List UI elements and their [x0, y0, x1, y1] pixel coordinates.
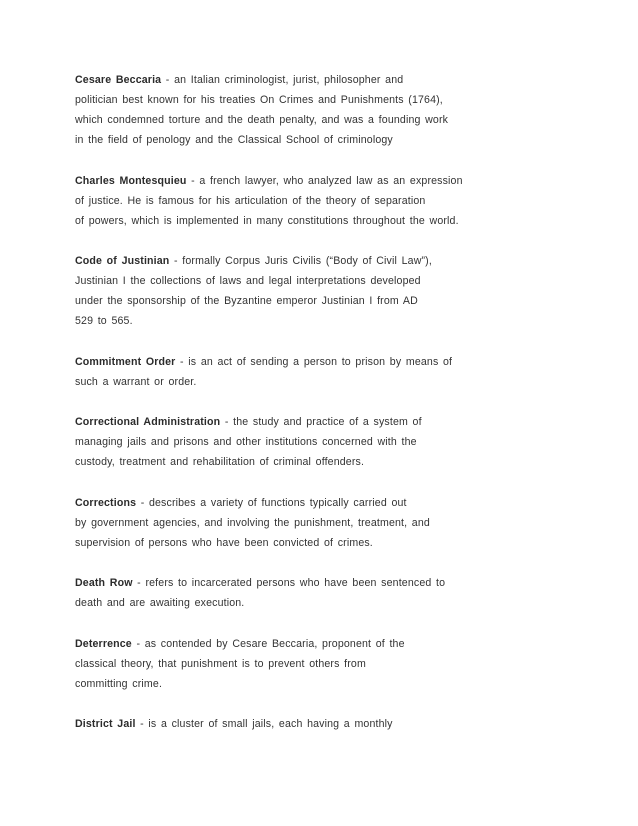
entry-definition-start: - formally Corpus Juris Civilis (“Body of Civil Law”), — [169, 255, 432, 267]
glossary-entry-commitment-order — [75, 352, 595, 392]
entry-first-line — [75, 171, 595, 191]
entry-definition-start: - is an act of sending a person to prison by means of — [175, 355, 453, 368]
entry-term: Death Row — [75, 577, 133, 589]
entry-line: custody, treatment and rehabilitation of criminal offenders. — [75, 456, 365, 468]
entry-line: death and are awaiting execution. — [75, 597, 245, 609]
entry-line: Justinian I the collections of laws and legal interpretations developed — [75, 275, 421, 287]
entry-line: of justice. He is famous for his articulation of the theory of separation — [75, 194, 426, 207]
entry-first-line — [75, 493, 595, 513]
entry-line: committing crime. — [75, 677, 163, 690]
entry-definition-start: - as contended by Cesare Beccaria, proponent of the — [131, 637, 405, 650]
entry-first-line — [75, 70, 595, 90]
glossary-entry-correctional-administration — [75, 412, 595, 472]
entry-term: Charles Montesquieu — [75, 174, 187, 187]
document-page — [75, 70, 595, 755]
entry-definition-start: - refers to incarcerated persons who have been sentenced to — [132, 577, 446, 589]
entry-line: classical theory, that punishment is to prevent others from — [75, 657, 366, 670]
glossary-entry-code-of-justinian — [75, 251, 595, 331]
entry-line: by government agencies, and involving the punishment, treatment, and — [75, 516, 430, 529]
glossary-entry-corrections — [75, 493, 595, 553]
entry-line: supervision of persons who have been convicted of crimes. — [75, 536, 373, 549]
glossary-entry-district-jail — [75, 714, 595, 734]
glossary-entry-charles-montesquieu — [75, 171, 595, 231]
entry-definition-start: - an Italian criminologist, jurist, philosopher and — [161, 74, 404, 86]
entry-line: such a warrant or order. — [75, 375, 197, 388]
entry-line: politician best known for his treaties On Crimes and Punishments (1764), — [75, 94, 443, 106]
entry-term: Code of Justinian — [75, 255, 170, 267]
entry-line: under the sponsorship of the Byzantine emperor Justinian I from AD — [75, 295, 418, 307]
entry-definition-start: - is a cluster of small jails, each having a monthly — [135, 718, 393, 730]
entry-first-line — [75, 714, 595, 734]
entry-term: Corrections — [75, 496, 137, 509]
entry-line: of powers, which is implemented in many constitutions throughout the world. — [75, 214, 459, 227]
entry-term: Correctional Administration — [75, 416, 221, 428]
glossary-entry-cesare-beccaria — [75, 70, 595, 150]
entry-line: managing jails and prisons and other institutions concerned with the — [75, 436, 417, 448]
entry-term: Deterrence — [75, 637, 132, 650]
entry-definition-start: - describes a variety of functions typically carried out — [136, 496, 407, 509]
entry-first-line — [75, 352, 595, 372]
entry-term: Commitment Order — [75, 355, 176, 368]
entry-term: District Jail — [75, 718, 136, 730]
entry-first-line — [75, 634, 595, 654]
entry-definition-start: - the study and practice of a system of — [220, 416, 422, 428]
entry-line: which condemned torture and the death penalty, and was a founding work — [75, 114, 449, 126]
entry-line: 529 to 565. — [75, 315, 133, 327]
glossary-entry-death-row — [75, 573, 595, 613]
entry-first-line — [75, 251, 595, 271]
entry-definition-start: - a french lawyer, who analyzed law as an expression — [186, 174, 463, 187]
entry-first-line — [75, 573, 595, 593]
entry-first-line — [75, 412, 595, 432]
entry-term: Cesare Beccaria — [75, 74, 162, 86]
entry-line: in the field of penology and the Classical School of criminology — [75, 134, 393, 146]
glossary-entry-deterrence — [75, 634, 595, 694]
